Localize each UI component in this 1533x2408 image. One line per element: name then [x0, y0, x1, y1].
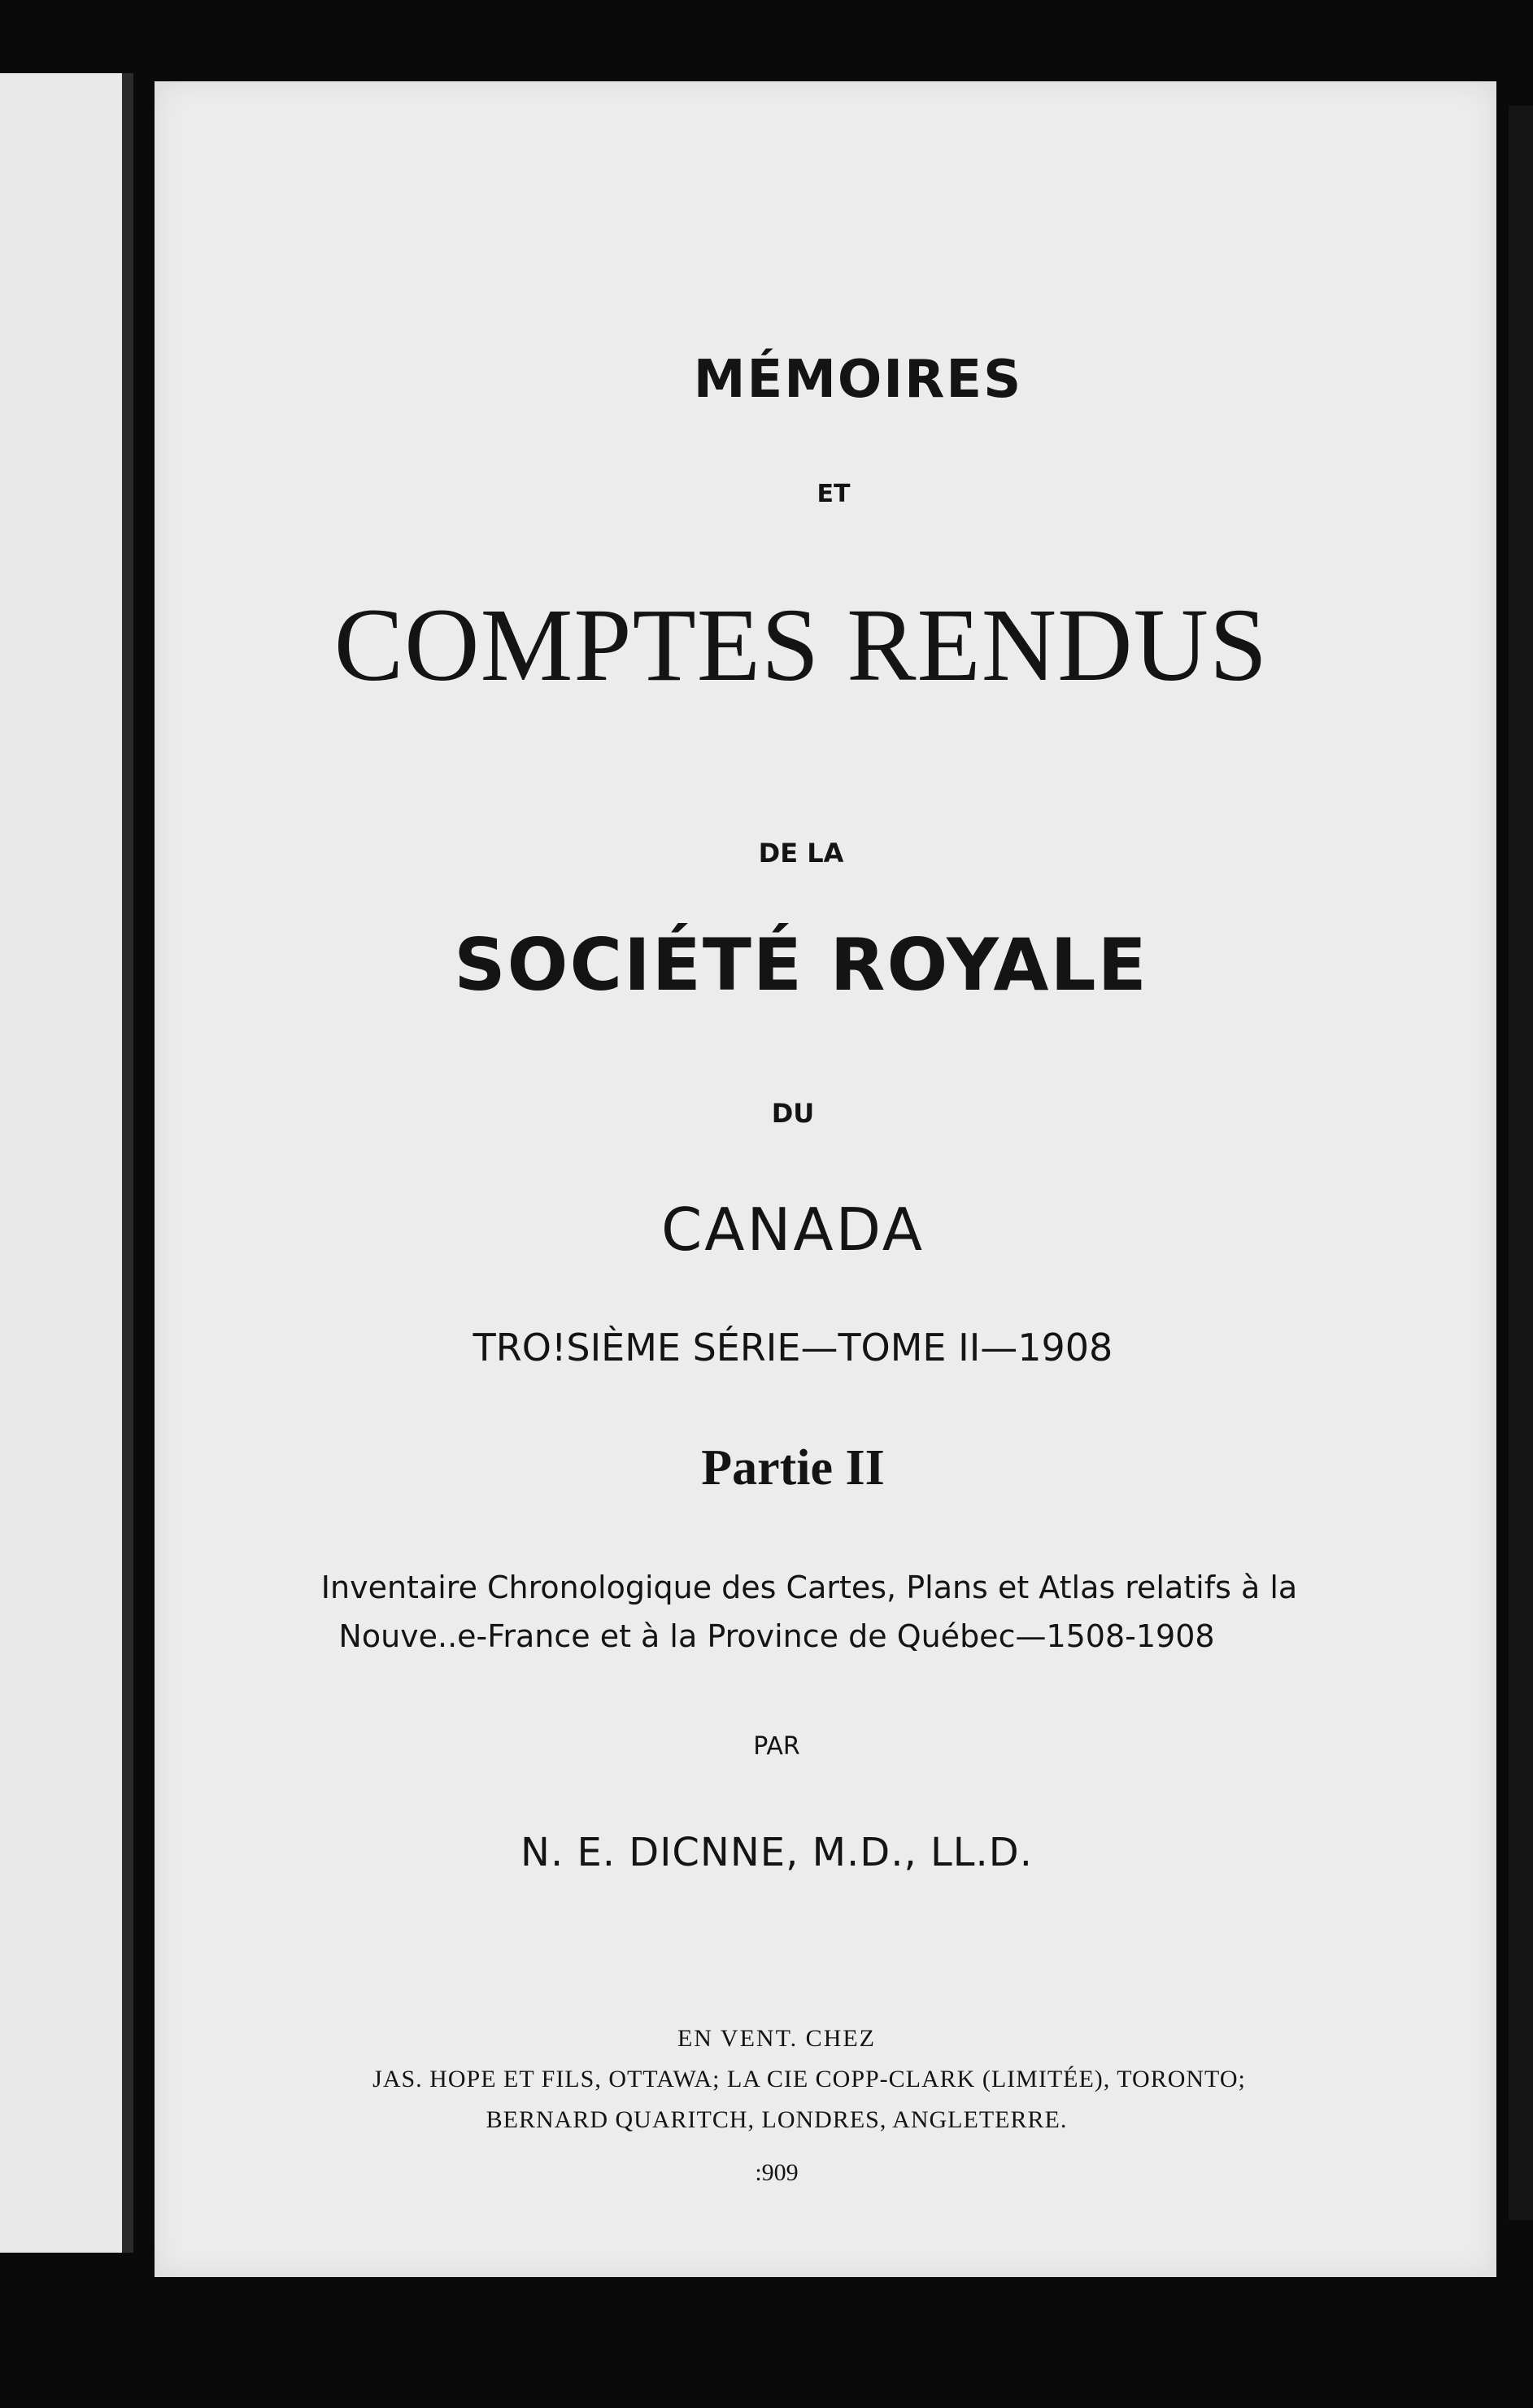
heading-comptes-rendus: COMPTES RENDUS [333, 587, 1269, 703]
preposition-du: DU [771, 1098, 815, 1129]
heading-memoires: MÉMOIRES [693, 350, 1023, 410]
conjunction-et: ET [817, 480, 851, 508]
facing-page-edge [0, 73, 133, 2253]
heading-canada: CANADA [660, 1195, 925, 1264]
subtitle-line-2: Nouve..e-France et à la Province de Québec—1508-1908 [338, 1618, 1215, 1654]
series-volume-line: TRO!SIÈME SÉRIE—TOME II—1908 [473, 1326, 1113, 1369]
publishers-line-1: JAS. HOPE ET FILS, OTTAWA; LA CIE COPP-CLARK (LIMITÉE), TORONTO; [372, 2066, 1246, 2092]
author-name: N. E. DICNNE, M.D., LL.D. [520, 1830, 1033, 1875]
title-page [155, 81, 1496, 2277]
right-page-edge [1509, 106, 1533, 2220]
byline-par: PAR [753, 1732, 800, 1761]
sale-notice: EN VENT. CHEZ [677, 2025, 877, 2052]
publication-year: :909 [755, 2159, 799, 2186]
publishers-line-2: BERNARD QUARITCH, LONDRES, ANGLETERRE. [486, 2106, 1068, 2133]
part-heading: Partie II [701, 1440, 885, 1496]
heading-societe-royale: SOCIÉTÉ ROYALE [454, 923, 1148, 1007]
subtitle-line-1: Inventaire Chronologique des Cartes, Plans et Atlas relatifs à la [320, 1570, 1298, 1605]
preposition-de-la: DE LA [758, 838, 844, 869]
